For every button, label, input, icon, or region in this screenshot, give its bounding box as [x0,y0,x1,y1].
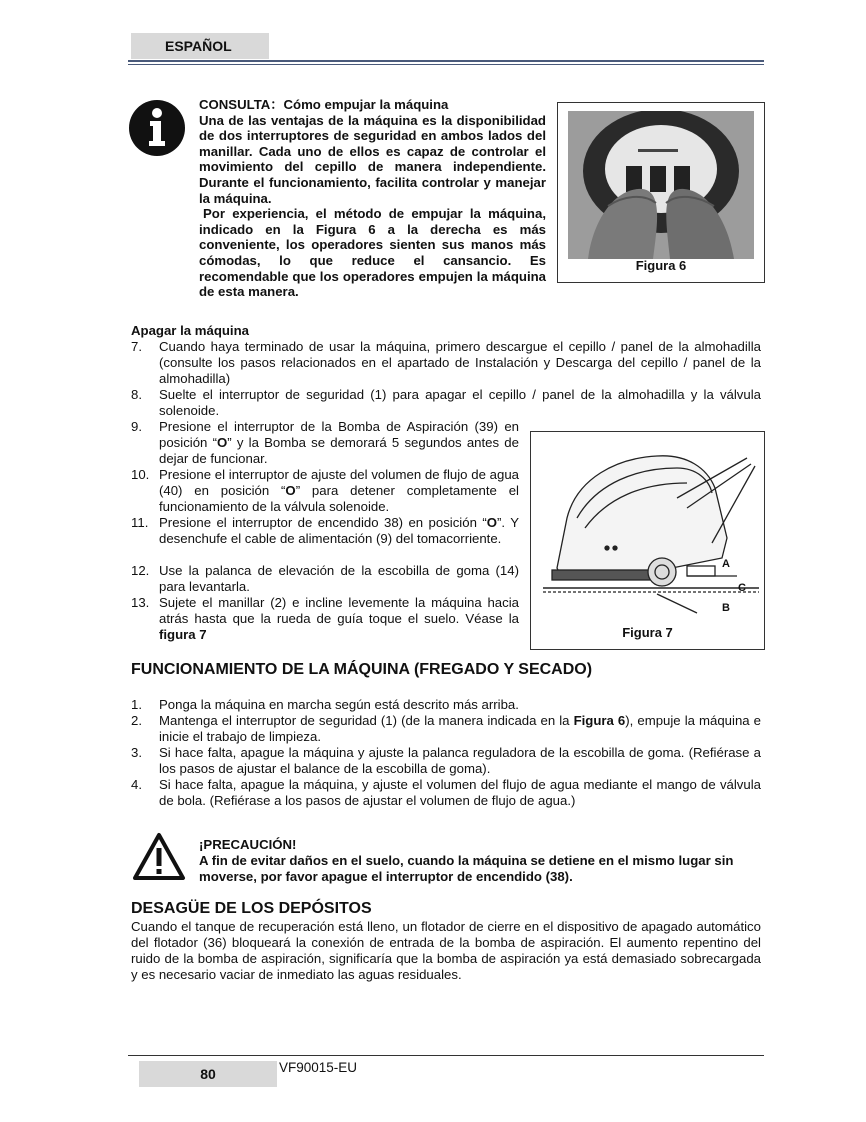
step-number: 3. [131,745,142,760]
step-text: Si hace falta, apague la máquina, y ajuste el volumen del flujo de agua mediante el mango de válvula de bola. (Refiérase a los pasos de ajustar el volumen de flujo de agua.) [159,777,761,808]
precaucion-note [199,837,762,885]
step-text: Presione el interruptor de ajuste del volumen de flujo de agua (40) en posición “O” para detener completamente el funcionamiento de la válvula solenoide. [159,467,519,514]
step-number: 10. [131,467,150,482]
info-icon [128,99,186,157]
step-number: 7. [131,339,142,354]
step-number: 8. [131,387,142,402]
consulta-body-1: Una de las ventajas de la máquina es la disponibilidad de dos interruptores de seguridad en ambos lados del manillar. Cada uno de ellos es capaz de controlar el movimiento del cepillo de manera independiente. Durante el funcionamiento, facilita controlar y manejar la máquina. [199,112,546,206]
step-text: Ponga la máquina en marcha según está descrito más arriba. [159,697,519,712]
consulta-note [199,97,546,300]
step-text: Mantenga el interruptor de seguridad (1) (de la manera indicada en la Figura 6), empuje la máquina e inicie el trabajo de limpieza. [159,713,762,744]
language-tab: ESPAÑOL [131,33,269,59]
figure-7-drawing [537,438,759,618]
footer-rule [128,1055,764,1056]
figure-7-caption: Figura 7 [622,625,673,640]
step-number: 13. [131,595,150,610]
figure-7-label-b: B [722,602,730,614]
step-text: Use la palanca de elevación de la escobilla de goma (14) para levantarla. [159,563,519,594]
step-number: 12. [131,563,150,578]
consulta-body-2: Por experiencia, el método de empujar la máquina, indicado en la Figura 6 a la derecha es más conveniente, los operadores sienten sus manos más cómodas, lo que reduce el cansancio. Es recomendable que los operadores empujen la máquina de esta manera. [199,206,546,300]
page-number: 80 [139,1061,277,1087]
step-text: Suelte el interruptor de seguridad (1) para apagar el cepillo / panel de la almohadilla y la válvula solenoide. [159,387,761,418]
desague-title: DESAGÜE DE LOS DEPÓSITOS [131,900,372,917]
figure-6 [557,102,765,283]
figure-6-caption: Figura 6 [635,258,687,273]
figure-7-label-a: A [722,558,730,570]
step-text: Sujete el manillar (2) e incline levemente la máquina hacia atrás hasta que la rueda de guía toque el suelo. Véase la figura 7 [159,595,519,642]
document-reference: VF90015-EU [279,1060,358,1075]
step-text: Presione el interruptor de encendido 38) en posición “O”. Y desenchufe el cable de alimentación (9) del tomacorriente. [159,515,520,546]
step-number: 2. [131,713,142,728]
warning-icon [132,832,186,882]
step-number: 9. [131,419,142,434]
step-number: 1. [131,697,142,712]
step-text: Cuando haya terminado de usar la máquina, primero descargue el cepillo / panel de la almohadilla (consulte los pasos relacionados en el apartado de Instalación y Descarga del cepillo / panel de la almohadilla) [159,339,761,386]
precaucion-title: ¡PRECAUCIÓN! [199,837,297,852]
figure-6-photo [568,111,754,259]
header-rule [128,60,764,62]
step-text: Si hace falta, apague la máquina y ajuste la palanca reguladora de la escobilla de goma. (Refiérase a los pasos de ajustar el balance de la escobilla de goma). [159,745,761,776]
desague-text: Cuando el tanque de recuperación está lleno, un flotador de cierre en el dispositivo de apagado automático del flotador (36) bloqueará la conexión de entrada de la bomba de aspiración. El aumento repentino del ruido de la bomba de aspiración, significaría que la bomba de aspiración ya está demasiado sobrecargada y es necesario vaciar de inmediato las aguas residuales. [131,919,761,982]
figure-7 [530,431,765,650]
figure-7-label-c: C [738,582,746,594]
precaucion-text: A fin de evitar daños en el suelo, cuando la máquina se detiene en el mismo lugar sin moverse, por favor apague el interruptor de encendido (38). [199,853,734,884]
consulta-title: CONSULTA：Cómo empujar la máquina [199,97,449,112]
funcionamiento-title: FUNCIONAMIENTO DE LA MÁQUINA (FREGADO Y SECADO) [131,661,593,678]
apagar-title: Apagar la máquina [131,323,249,338]
step-number: 11. [131,515,149,530]
step-text: Presione el interruptor de la Bomba de Aspiración (39) en posición “O” y la Bomba se demorará 5 segundos antes de dejar de funcionar. [159,419,519,466]
step-number: 4. [131,777,142,792]
header-rule-thin [128,64,764,65]
